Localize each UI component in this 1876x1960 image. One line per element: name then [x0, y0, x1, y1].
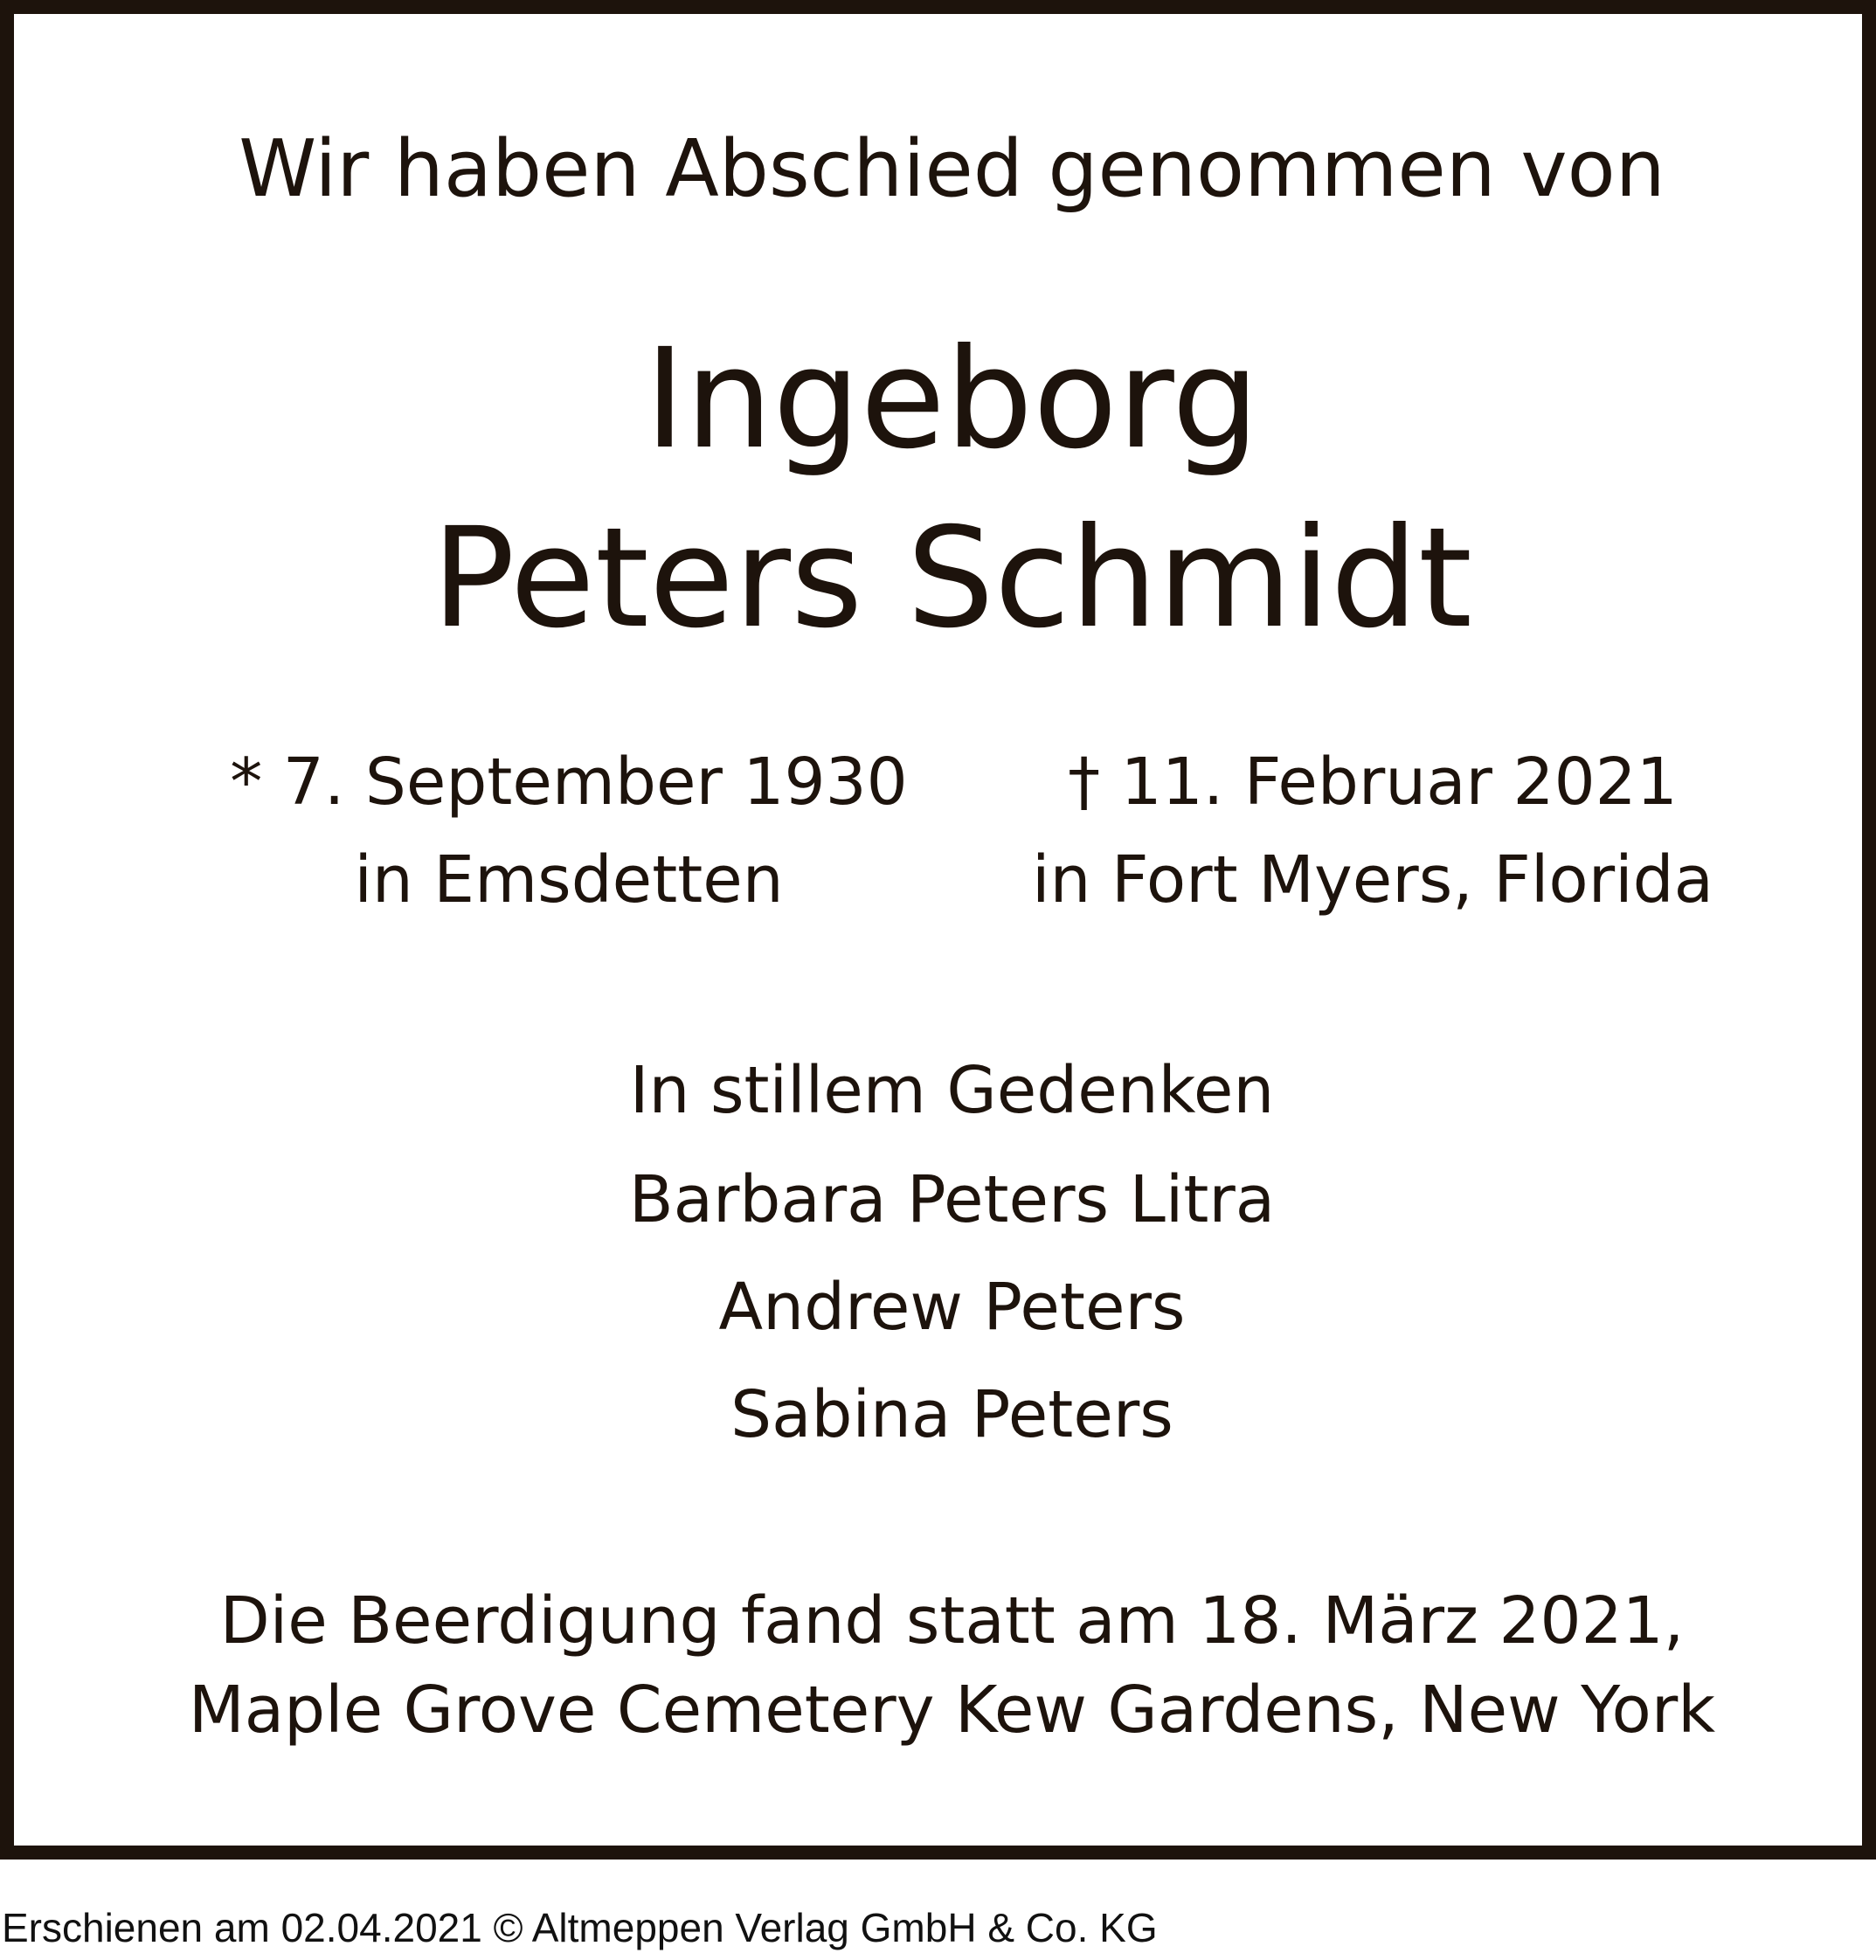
death-info [980, 733, 1766, 929]
birth-date: * 7. September 1930 [230, 745, 908, 820]
birth-info [176, 733, 962, 929]
mourner-name: Barbara Peters Litra [628, 1162, 1276, 1237]
mourner-name: Sabina Peters [730, 1377, 1173, 1452]
intro-text: Wir haben Abschied genommen von [239, 123, 1665, 215]
publication-footer: Erschienen am 02.04.2021 © Altmeppen Verlag GmbH & Co. KG [2, 1905, 1158, 1950]
deceased-last-name: Peters Schmidt [432, 498, 1472, 659]
mourners-heading: In stillem Gedenken [629, 1053, 1275, 1128]
birth-place: in Emsdetten [354, 842, 784, 918]
funeral-date-text: Die Beerdigung fand statt am 18. März 2021, [219, 1583, 1685, 1659]
death-date: † 11. Februar 2021 [1068, 745, 1678, 820]
death-place: in Fort Myers, Florida [1031, 842, 1714, 918]
mourner-name: Andrew Peters [718, 1270, 1186, 1345]
funeral-location-text: Maple Grove Cemetery Kew Gardens, New York [188, 1673, 1716, 1748]
deceased-first-name: Ingeborg [644, 319, 1260, 480]
